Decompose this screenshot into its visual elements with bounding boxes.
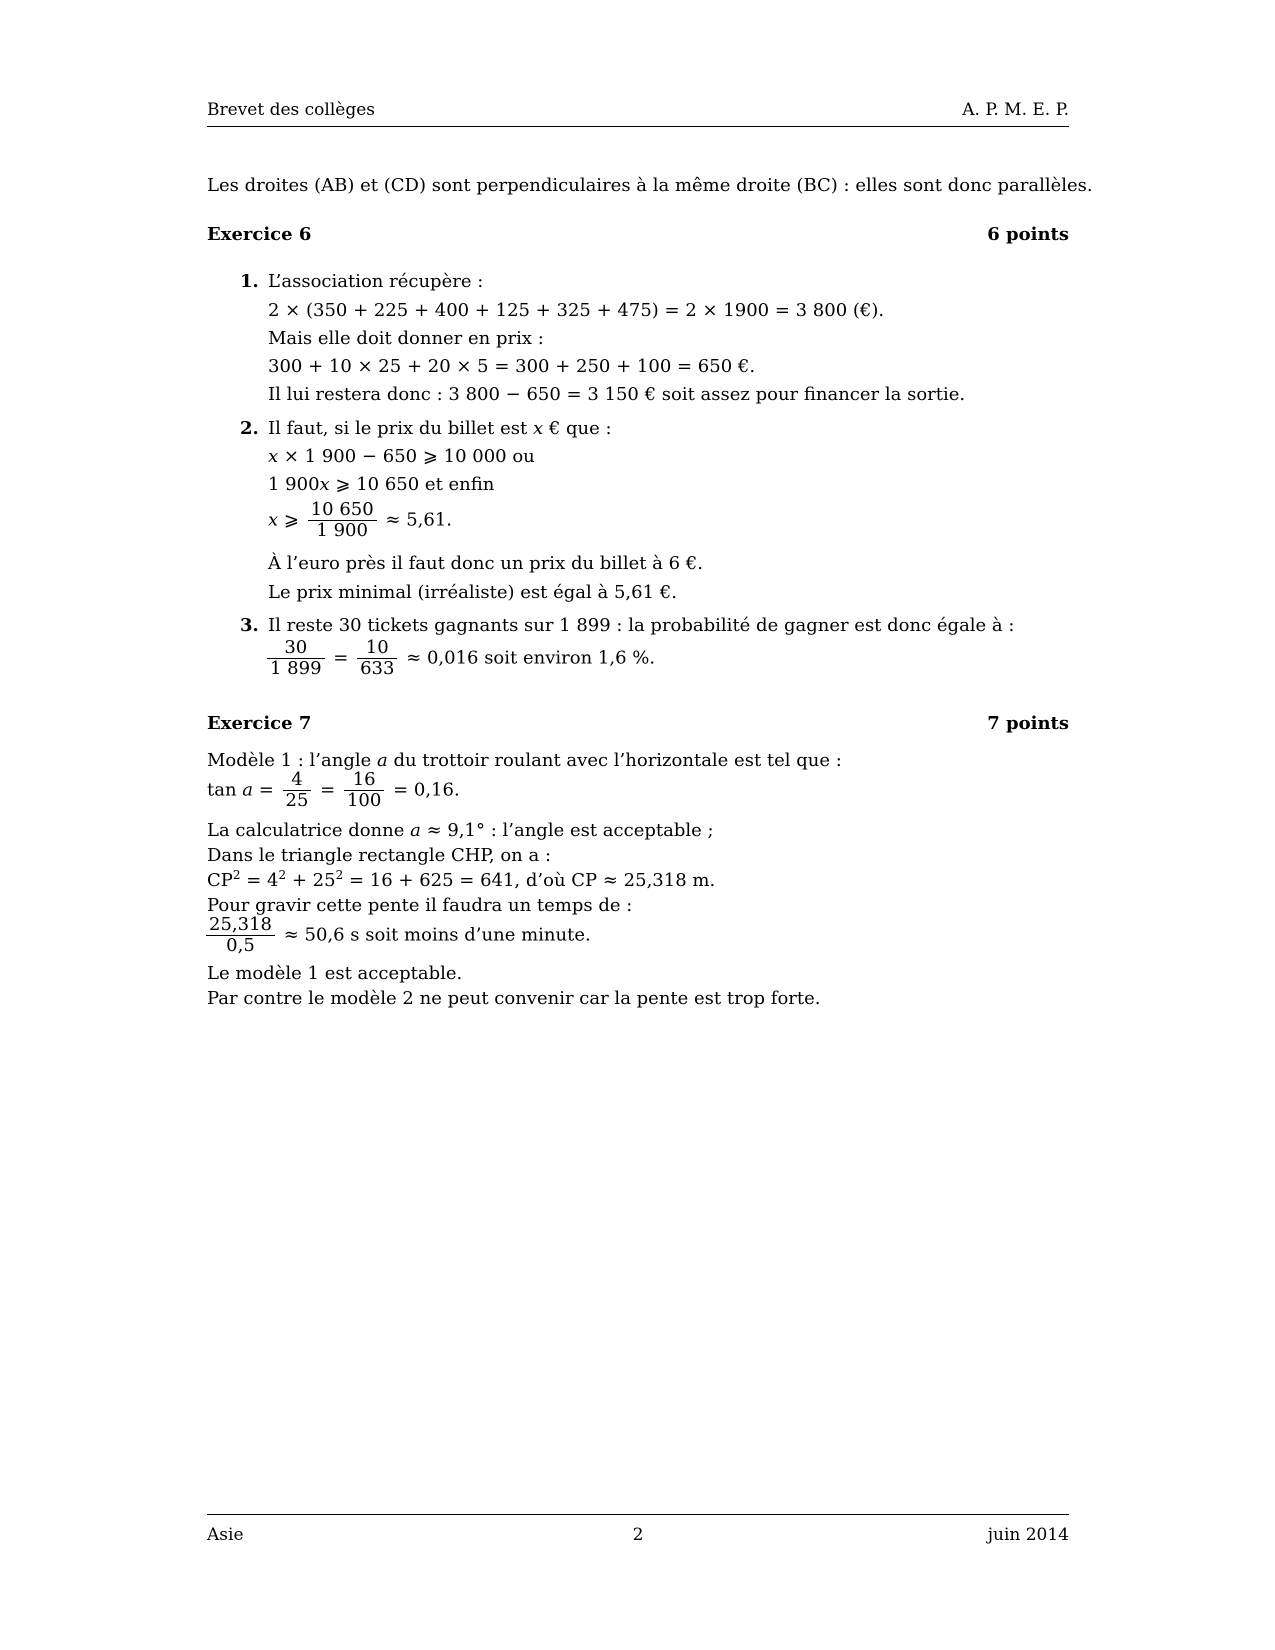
ex6-q3-line1: Il reste 30 tickets gagnants sur 1 899 : la probabilité de gagner est donc égale à : xyxy=(268,615,1015,636)
ex7-line2: tan a = $\frac{4}{25}$ = $\frac{16}{100}$ = 0,16. xyxy=(207,769,460,811)
ex7-line5: $CP^2 = 4^2 + 25^2 = 16 + 625 = 641$, d’où CP ≈ 25,318 m. xyxy=(207,868,716,891)
ex6-q1-line2: 2 × (350 + 225 + 400 + 125 + 325 + 475) = 2 × 1900 = 3 800 (€). xyxy=(268,300,885,321)
ex7-line6: Pour gravir cette pente il faudra un temps de : xyxy=(207,895,633,916)
page-header xyxy=(207,100,1069,127)
ex6-q2-fraction: $\frac{10 650}{1 900}$ xyxy=(308,500,377,541)
footer-left: Asie xyxy=(207,1525,244,1545)
ex7-line7: $\frac{25,318}{0,5}$ ≈ 50,6 s soit moins d’une minute. xyxy=(203,915,591,956)
ex6-q3-fraction-1: $\frac{30}{1 899}$ xyxy=(267,638,325,679)
ex6-q2-line2: x × 1 900 − 650 ⩾ 10 000 ou xyxy=(268,446,535,467)
ex6-q1-line5: Il lui restera donc : 3 800 − 650 = 3 150 € soit assez pour financer la sortie. xyxy=(268,384,966,405)
ex7-line4: Dans le triangle rectangle CHP, on a : xyxy=(207,845,552,866)
intro-text: Les droites (AB) et (CD) sont perpendiculaires à la même droite (BC) : elles sont donc parallèles. xyxy=(207,175,1093,196)
ex7-line9: Par contre le modèle 2 ne peut convenir car la pente est trop forte. xyxy=(207,988,821,1009)
ex6-q3-number: 3. xyxy=(240,615,259,636)
ex6-q2-line6: Le prix minimal (irréaliste) est égal à 5,61 €. xyxy=(268,582,677,603)
ex6-q2-line3: 1 900x ⩾ 10 650 et enfin xyxy=(268,474,495,495)
page-footer xyxy=(207,1514,1069,1549)
ex6-q1-number: 1. xyxy=(240,271,259,292)
ex7-points: 7 points xyxy=(987,713,1069,734)
ex6-q1-line1: L’association récupère : xyxy=(268,271,484,292)
ex6-q2-line4: x ⩾ $\frac{10 650}{1 900}$ ≈ 5,61. xyxy=(268,499,452,541)
ex6-q2-line1: Il faut, si le prix du billet est x € que : xyxy=(268,418,612,439)
header-left: Brevet des collèges xyxy=(207,100,376,120)
footer-right: juin 2014 xyxy=(987,1525,1069,1545)
ex6-title: Exercice 6 xyxy=(207,224,312,245)
ex7-line1: Modèle 1 : l’angle a du trottoir roulant avec l’horizontale est tel que : xyxy=(207,750,842,771)
page-number: 2 xyxy=(632,1525,644,1545)
ex7-fraction-3: $\frac{25,318}{0,5}$ xyxy=(206,915,275,956)
ex7-fraction-1: $\frac{4}{25}$ xyxy=(283,770,312,811)
ex6-q2-number: 2. xyxy=(240,418,259,439)
ex7-fraction-2: $\frac{16}{100}$ xyxy=(344,770,384,811)
ex7-line3: La calculatrice donne a ≈ 9,1° : l’angle est acceptable ; xyxy=(207,820,714,841)
ex6-q3-line2: $\frac{30}{1 899}$ = $\frac{10}{633}$ ≈ 0,016 soit environ 1,6 %. xyxy=(264,638,655,679)
ex6-q1-line3: Mais elle doit donner en prix : xyxy=(268,328,544,349)
ex7-line8: Le modèle 1 est acceptable. xyxy=(207,963,463,984)
ex6-q3-fraction-2: $\frac{10}{633}$ xyxy=(357,638,397,679)
ex6-q2-line5: À l’euro près il faut donc un prix du billet à 6 €. xyxy=(268,553,703,574)
ex6-points: 6 points xyxy=(987,224,1069,245)
header-right: A. P. M. E. P. xyxy=(962,100,1069,120)
ex7-title: Exercice 7 xyxy=(207,713,312,734)
ex6-q1-line4: 300 + 10 × 25 + 20 × 5 = 300 + 250 + 100 = 650 €. xyxy=(268,356,756,377)
